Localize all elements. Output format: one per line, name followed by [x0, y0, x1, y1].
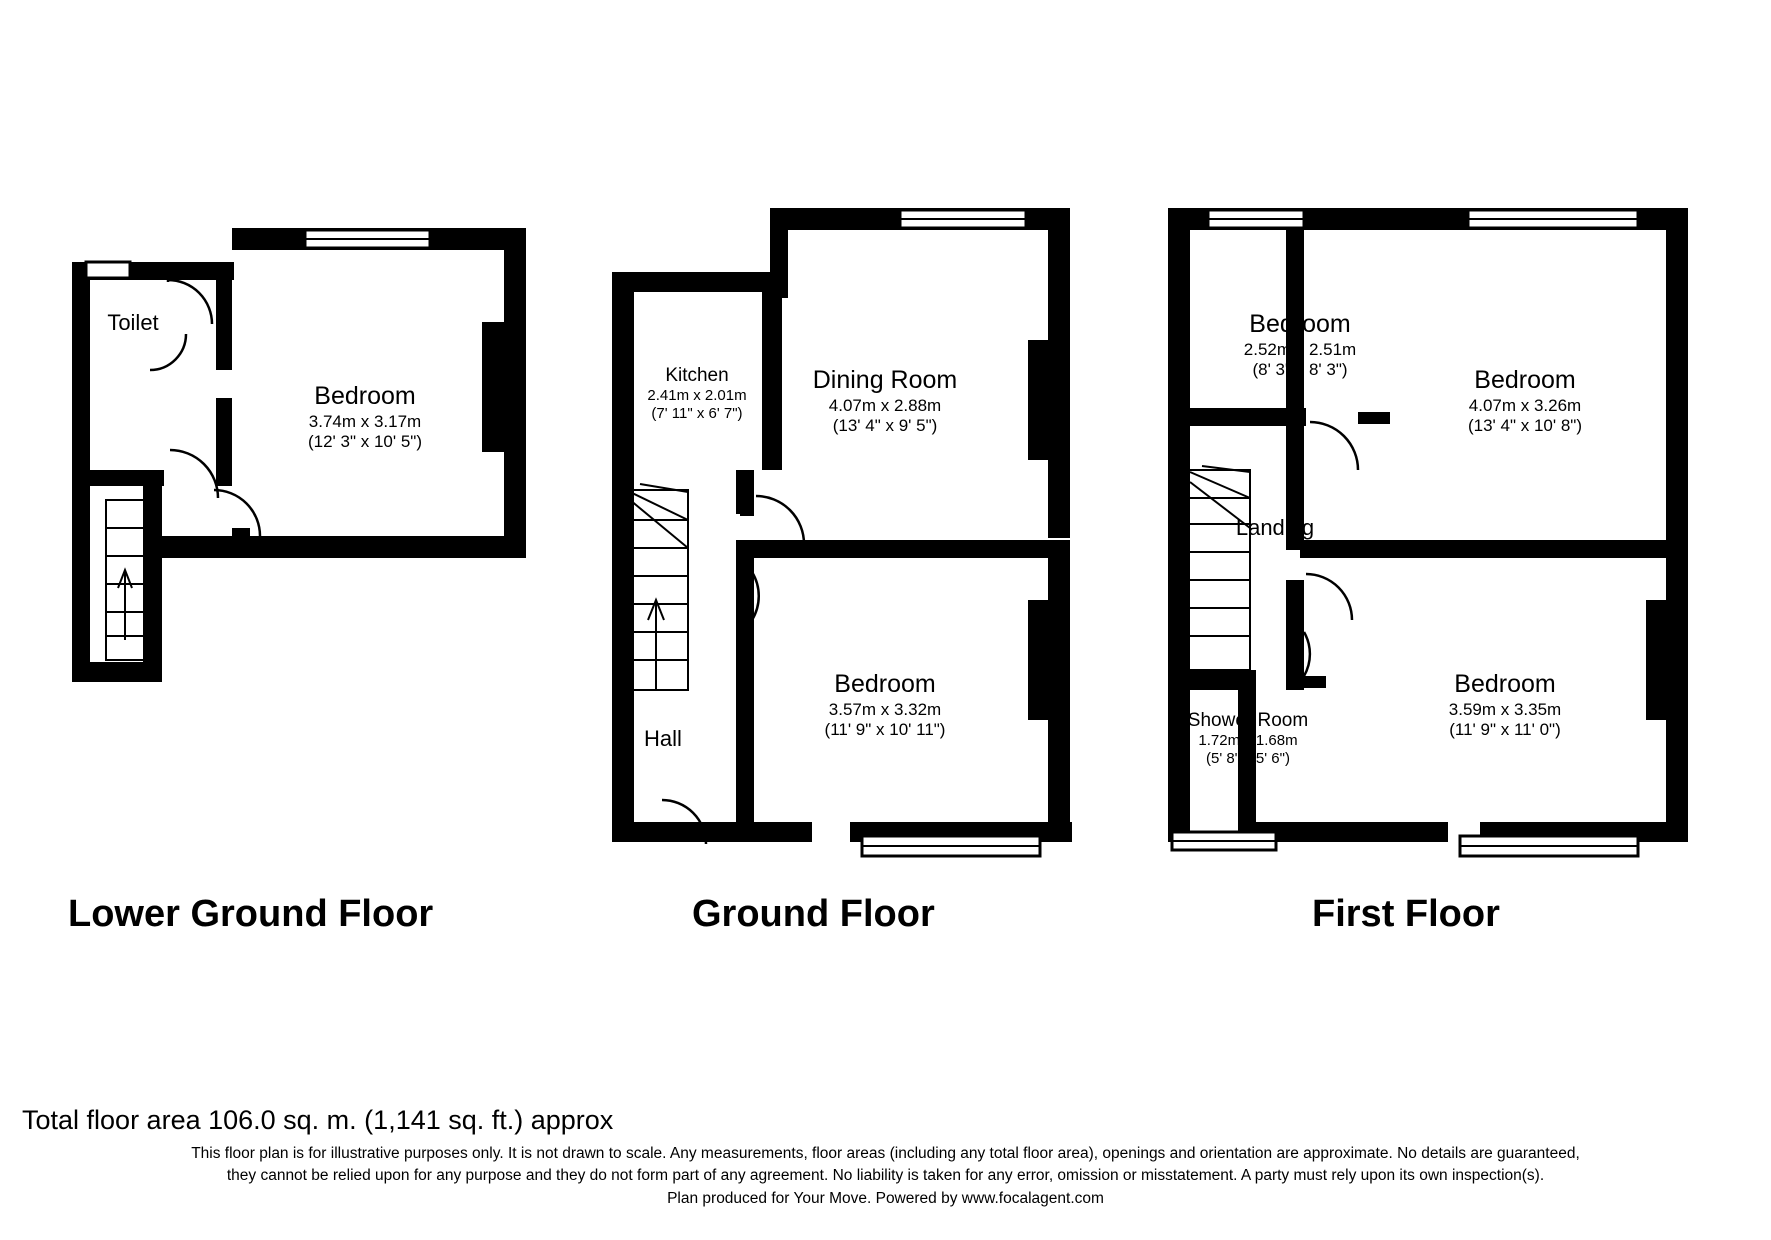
room-name: Toilet — [107, 310, 159, 335]
room-name: Bedroom — [1454, 670, 1556, 698]
room-label-toilet — [78, 310, 188, 336]
room-label-hall — [608, 726, 718, 752]
room-dim-imperial: (13' 4" x 9' 5") — [832, 415, 938, 435]
room-name: Bedroom — [1249, 310, 1351, 338]
room-label-lg-bedroom — [250, 382, 480, 452]
disclaimer-line-2: they cannot be relied upon for any purpose and they do not form part of any agreement. No liability is taken for any error, omission or misstatement. A party must rely upon its own inspection(s). — [226, 1167, 1545, 1185]
room-dim-imperial: (8' 3" x 8' 3") — [1252, 359, 1348, 379]
room-name: Kitchen — [665, 365, 729, 386]
room-name: Bedroom — [834, 670, 936, 698]
room-dim-metric: 4.07m x 3.26m — [1468, 395, 1582, 415]
floor-title-ground: Ground Floor — [692, 893, 935, 935]
room-dim-imperial: (12' 3" x 10' 5") — [307, 431, 422, 451]
disclaimer-line-3: Plan produced for Your Move. Powered by www.focalagent.com — [667, 1189, 1104, 1207]
room-name: Hall — [644, 726, 682, 751]
room-dim-metric: 3.57m x 3.32m — [828, 699, 942, 719]
room-dim-metric: 4.07m x 2.88m — [828, 395, 942, 415]
room-name: Shower Room — [1187, 710, 1309, 731]
room-dim-imperial: (11' 9" x 10' 11") — [824, 719, 946, 739]
room-dim-imperial: (5' 8" x 5' 6") — [1206, 750, 1290, 768]
room-dim-imperial: (7' 11" x 6' 7") — [651, 405, 743, 423]
floor-title-lower-ground: Lower Ground Floor — [68, 893, 434, 935]
room-label-first-bedroom-rear — [1360, 670, 1650, 740]
room-label-dining-room — [740, 366, 1030, 436]
room-dim-metric: 2.52m x 2.51m — [1243, 339, 1357, 359]
room-dim-metric: 3.74m x 3.17m — [308, 411, 422, 431]
total-floor-area: Total floor area 106.0 sq. m. (1,141 sq. ft.) approx — [22, 1105, 614, 1135]
room-label-ground-bedroom — [755, 670, 1015, 740]
room-name: Landing — [1235, 515, 1315, 540]
room-name: Dining Room — [812, 366, 958, 394]
disclaimer — [0, 1143, 1771, 1210]
room-label-first-bedroom-main — [1380, 366, 1670, 436]
room-dim-imperial: (13' 4" x 10' 8") — [1467, 415, 1582, 435]
room-dim-metric: 3.59m x 3.35m — [1448, 699, 1562, 719]
floor-title-first: First Floor — [1312, 893, 1500, 935]
room-name: Bedroom — [314, 382, 416, 410]
room-dim-metric: 1.72m x 1.68m — [1198, 732, 1298, 750]
room-name: Bedroom — [1474, 366, 1576, 394]
disclaimer-line-1: This floor plan is for illustrative purposes only. It is not drawn to scale. Any measurements, floor areas (including any total floor area), openings and orientation are approximate. No details are guaranteed, — [191, 1145, 1580, 1162]
room-label-shower-room — [1168, 710, 1328, 768]
room-dim-imperial: (11' 9" x 11' 0") — [1449, 719, 1561, 739]
room-label-landing — [1180, 515, 1370, 541]
room-dim-metric: 2.41m x 2.01m — [647, 387, 747, 405]
